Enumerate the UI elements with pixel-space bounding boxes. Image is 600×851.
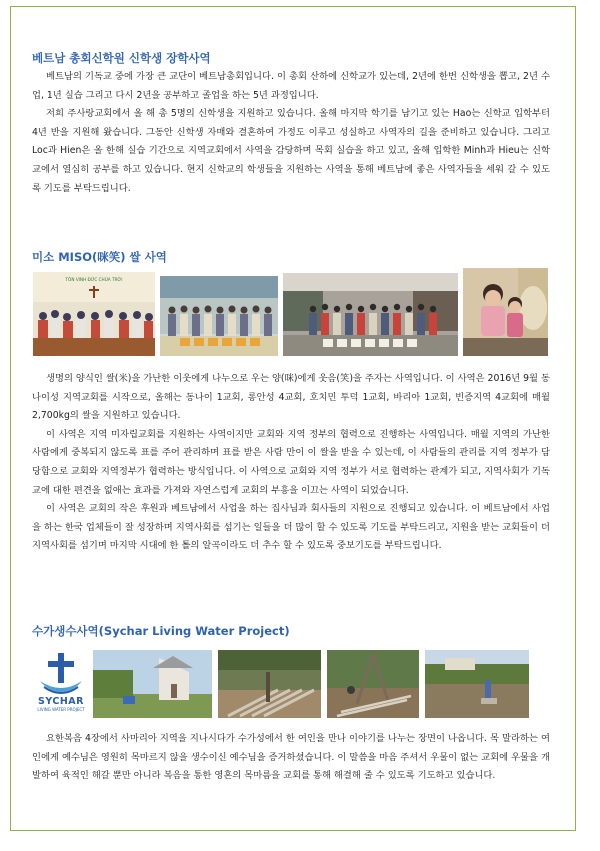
banner-text: TÔN VINH ĐỨC CHÚA TRỜI <box>65 277 123 282</box>
paragraph: 생명의 양식인 쌀(米)을 가난한 이웃에게 나누으로 우는 양(咪)에게 웃음(笑)을 주자는 사역입니다. 이 사역은 2016년 9월 동나이성 지역교회를 시작으로, 올해는 동나이 1교회, 롱안성 4교회, 호치민 투덕 1교회, 바리아 1교회, 빈증지역 4교회에 매월 2,700kg의 쌀을 지원하고 있습니다. <box>32 373 550 422</box>
sychar-logo <box>34 651 88 713</box>
paragraph: 이 사역은 교회의 작은 후원과 베트남에서 사업을 하는 집사님과 회사들의 지원으로 진행되고 있습니다. 이 베트남에서 사업을 하는 한국 업체들이 잘 성장하며 지역사회를 섬기는 일들을 더 많이 할 수 있도록 기도를 부탁드리고, 지원을 받는 교회들이 더 지역사회를 섬기며 마지막 시대에 한 톨의 알곡이라도 더 추수 할 수 있도록 중보기도를 부탁드립니다. <box>32 503 550 552</box>
logo-name: SYCHAR <box>38 696 84 707</box>
section-title-scholarship: 베트남 총회신학원 신학생 장학사역 <box>32 51 211 65</box>
photo-community-gathering <box>283 273 458 356</box>
photo-church-group <box>33 272 155 356</box>
photo-completed-well <box>425 650 529 718</box>
paragraph: 이 사역은 지역 미자립교회를 지원하는 사역이지만 교회와 지역 정부의 협력으로 진행하는 사역입니다. 매월 지역의 가난한 사람에게 중복되지 않도록 표를 주어 관리하며 표를 받은 사람 만이 이 쌀을 받을 수 있는데, 이 사람들의 관리를 지역 정부가 담당함으로 교회와 지역정부가 협력하는 방식입니다. 이 사역으로 교회와 지역 정부가 서로 협력하는 관계가 되고, 지역사회가 기독교에 대한 편견을 없애는 효과를 가져와 자연스럽게 교회의 부흥을 이끄는 사역이 되었습니다. <box>32 428 550 496</box>
paragraph: 저희 주사랑교회에서 올 해 총 5명의 신학생을 지원하고 있습니다. 올해 마지막 학기를 남기고 있는 Hao는 신학교 입학부터 4년 반을 지원해 왔습니다. 그동안 신학생 자매와 결혼하여 가정도 이루고 성실하고 사역자의 길을 준비하고 있습니다. 그리고 Loc과 Hien은 올 한해 실습 기간으로 지역교회에서 사역을 감당하며 목회 실습을 하고 있고, 올해 입학한 Minh과 Hieu는 신학교에서 열심히 공부를 하고 있습니다. 현지 신학교의 학생들을 지원하는 사역을 통해 베트남에 좋은 사역자들을 세워 갈 수 있도록 기도를 부탁드립니다. <box>32 108 550 194</box>
section-title-miso: 미소 MISO(咪笑) 쌀 사역 <box>32 250 167 264</box>
section-title-sychar: 수가생수사역(Sychar Living Water Project) <box>32 624 290 638</box>
photo-well-drilling-pipes <box>218 650 321 718</box>
paragraph: 요한복음 4장에서 사마리아 지역을 지나시다가 수가성에서 한 여인을 만나 이야기를 나누는 장면이 나옵니다. 목 말라하는 여인에게 예수님은 영원히 목마르지 않을 생수이신 예수님을 증거하셨습니다. 이 말씀을 마음 주셔서 우물이 없는 교회에 우물을 개발하여 육적인 해갈 뿐만 아니라 복음을 통한 영혼의 목마름을 교회를 통해 해결해 줄 수 있도록 기도하고 있습니다. <box>32 733 550 782</box>
photo-children-rice <box>463 268 548 356</box>
sychar-body <box>32 730 550 786</box>
photo-rice-distribution <box>160 276 278 356</box>
logo-subtitle: LIVING WATER PROJECT <box>37 707 85 712</box>
photo-church-building <box>93 650 212 718</box>
photo-drilling-rig <box>327 650 419 718</box>
scholarship-body <box>32 68 550 198</box>
paragraph: 베트남의 기독교 중에 가장 큰 교단이 베트남총회입니다. 이 총회 산하에 신학교가 있는데, 2년에 한번 신학생을 뽑고, 2년 수업, 1년 실습 그리고 다시 2년을 공부하고 졸업을 하는 5년 과정입니다. <box>32 71 550 101</box>
miso-body <box>32 370 550 556</box>
